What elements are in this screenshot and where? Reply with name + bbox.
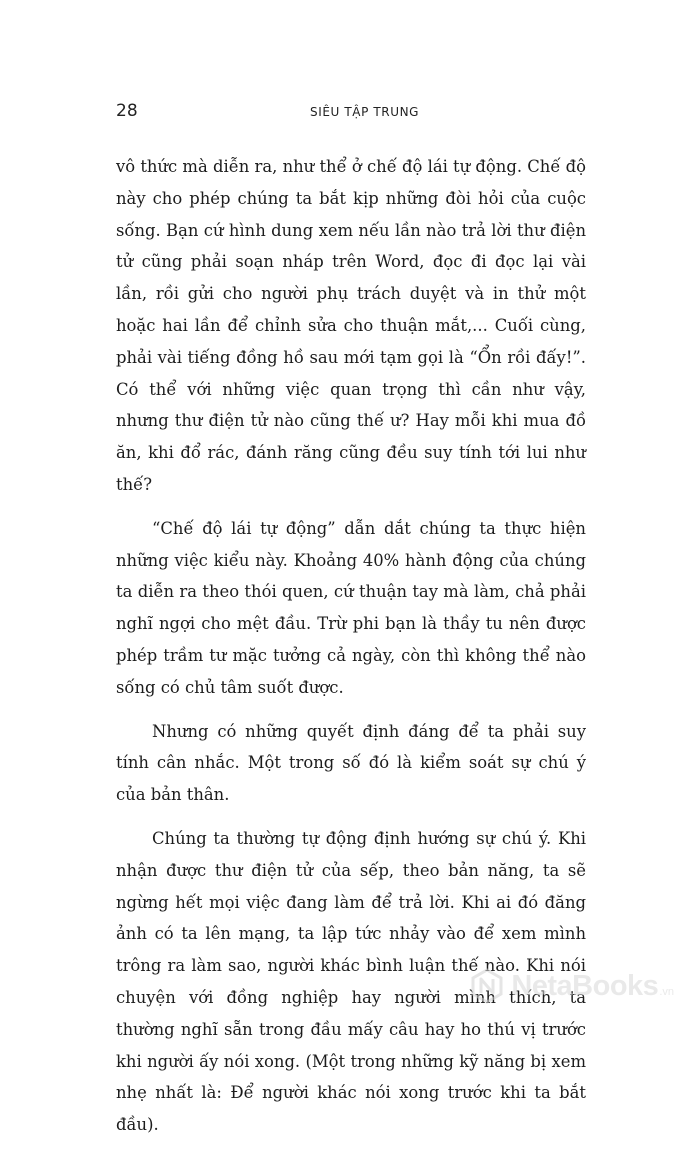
watermark <box>469 968 674 1004</box>
paragraph: Chúng ta thường tự động định hướng sự chú ý. Khi nhận được thư điện tử của sếp, theo bản năng, ta sẽ ngừng hết mọi việc đang làm để trả lời. Khi ai đó đăng ảnh có ta lên mạng, ta lập tức nhảy vào để xem mình trông ra làm sao, người khác bình luận thế nào. Khi nói chuyện với đồng nghiệp hay người mình thích, ta thường nghĩ sẵn trong đầu mấy câu hay ho thú vị trước khi người ấy nói xong. (Một trong những kỹ năng bị xem nhẹ nhất là: Để người khác nói xong trước khi ta bắt đầu). <box>116 828 586 1135</box>
book-title: SIÊU TẬP TRUNG <box>310 105 420 119</box>
page-number: 28 <box>116 101 138 121</box>
watermark-brand: NetaBooks <box>511 970 659 1002</box>
netabooks-logo-icon <box>469 968 505 1004</box>
running-header <box>116 101 586 125</box>
watermark-suffix: .vn <box>659 986 674 998</box>
paragraph: vô thức mà diễn ra, như thể ở chế độ lái tự động. Chế độ này cho phép chúng ta bắt kịp những đòi hỏi của cuộc sống. Bạn cứ hình dung xem nếu lần nào trả lời thư điện tử cũng phải soạn nháp trên Word, đọc đi đọc lại vài lần, rồi gửi cho người phụ trách duyệt và in thử một hoặc hai lần để chỉnh sửa cho thuận mắt,... Cuối cùng, phải vài tiếng đồng hồ sau mới tạm gọi là “Ổn rồi đấy!”. Có thể với những việc quan trọng thì cần như vậy, nhưng thư điện tử nào cũng thế ư? Hay mỗi khi mua đồ ăn, khi đổ rác, đánh răng cũng đều suy tính tới lui như thế? <box>116 157 586 494</box>
paragraph: “Chế độ lái tự động” dẫn dắt chúng ta thực hiện những việc kiểu này. Khoảng 40% hành động của chúng ta diễn ra theo thói quen, cứ thuận tay mà làm, chả phải nghĩ ngợi cho mệt đầu. Trừ phi bạn là thầy tu nên được phép trầm tư mặc tưởng cả ngày, còn thì không thể nào sống có chủ tâm suốt được. <box>116 518 586 697</box>
paragraph: Nhưng có những quyết định đáng để ta phải suy tính cân nhắc. Một trong số đó là kiểm soát sự chú ý của bản thân. <box>116 721 586 805</box>
